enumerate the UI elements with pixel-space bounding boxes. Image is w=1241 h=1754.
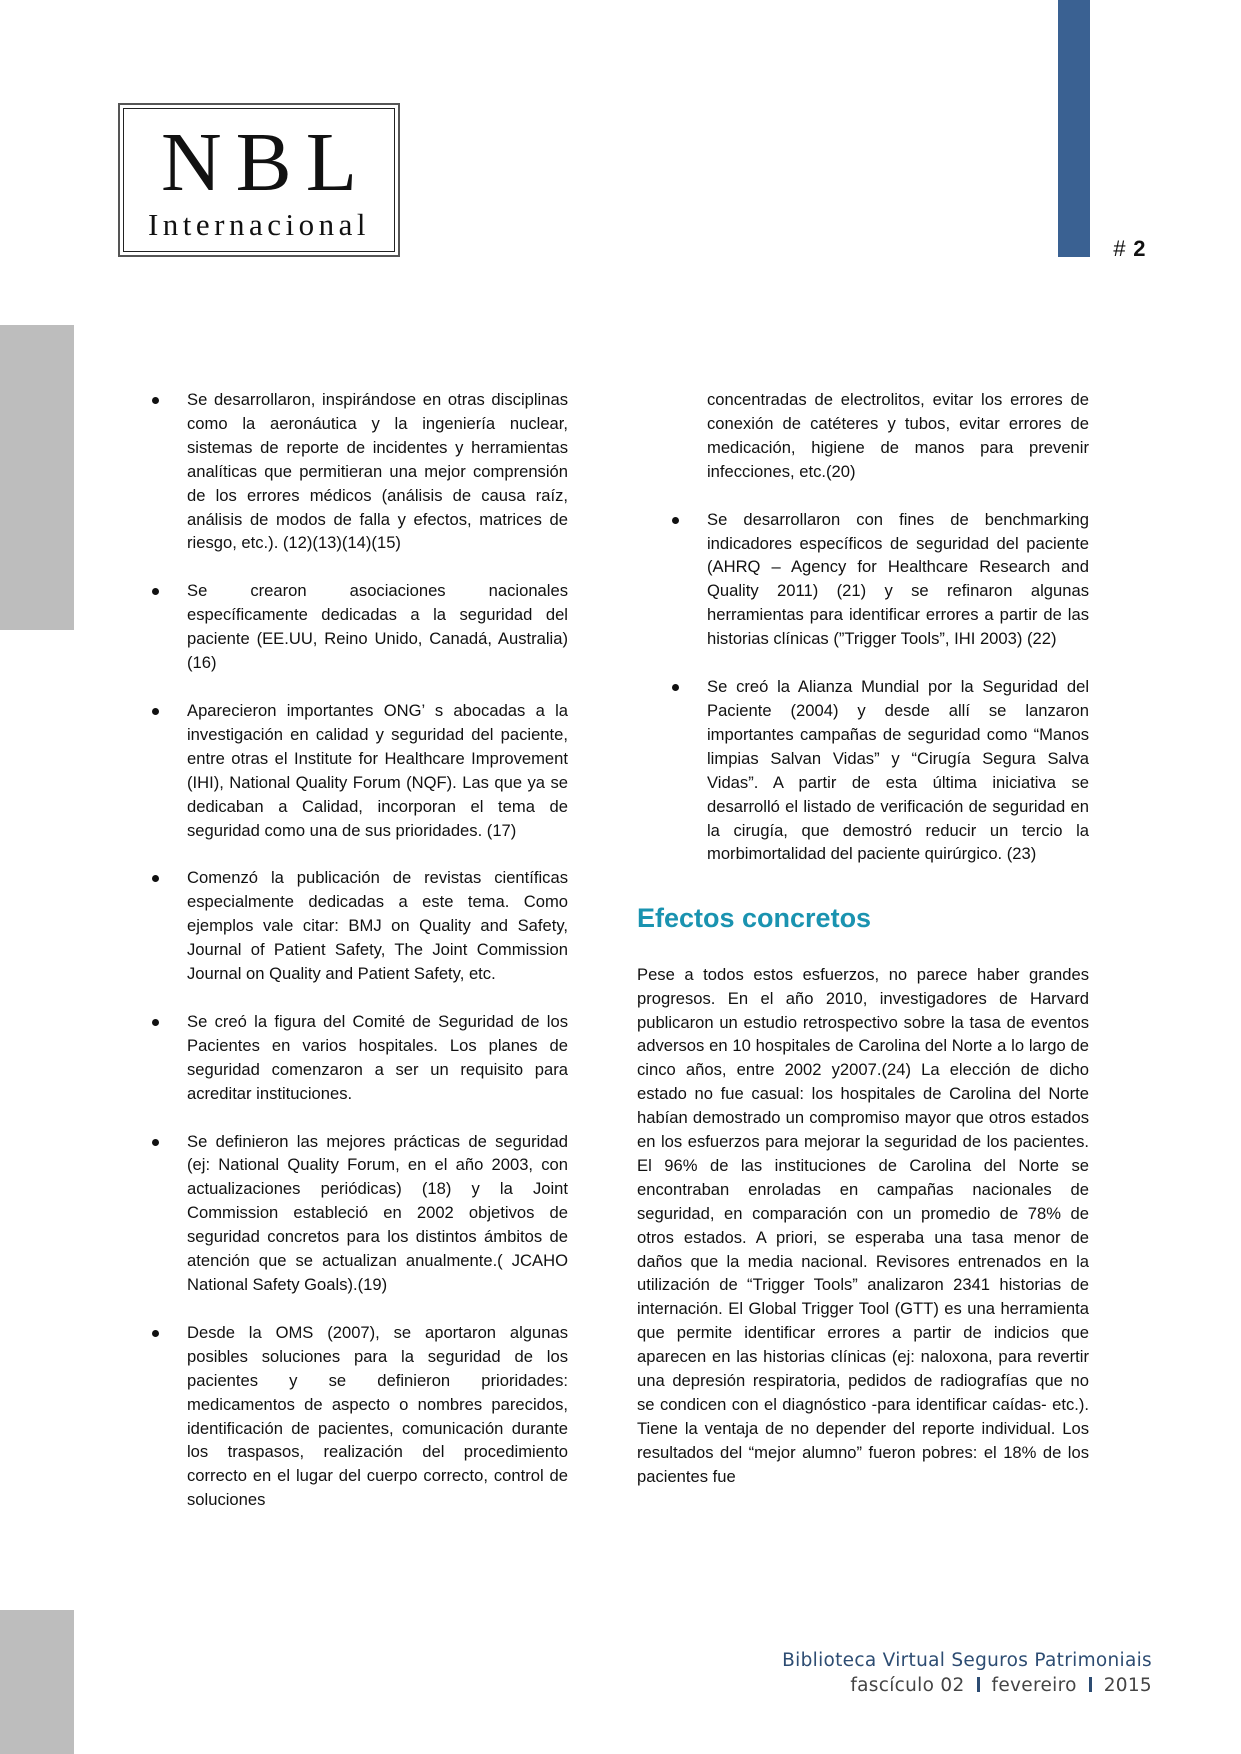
bullet-icon: [152, 1330, 159, 1337]
footer-year: 2015: [1103, 1675, 1152, 1696]
bullet-icon: [672, 517, 679, 524]
list-item-text: Se creó la Alianza Mundial por la Seguridad del Paciente (2004) y desde allí se lanzaron importantes campañas de seguridad como “Manos limpias Salvan Vidas” y “Cirugía Segura Salva Vidas”. A partir de esta última iniciativa se desarrolló el listado de verificación de seguridad en la cirugía, que demostró reducir un tercio la morbimortalidad del paciente quirúrgico. (23): [707, 677, 1089, 864]
list-item-text: Aparecieron importantes ONG’ s abocadas a la investigación en calidad y seguridad del paciente, entre otras el Institute for Healthcare Improvement (IHI), National Quality Forum (NQF). Las que ya se dedicaban a Calidad, incorporan el tema de seguridad como una de sus prioridades. (17): [187, 700, 568, 840]
list-item-text: Comenzó la publicación de revistas científicas especialmente dedicadas a este tema. Como ejemplos vale citar: BMJ on Quality and Safety, Journal of Patient Safety, The Joint Commission Journal on Quality and Patient Safety, etc.: [187, 868, 568, 984]
accent-bar: [1058, 0, 1090, 257]
bullet-icon: [672, 684, 679, 691]
footer: [782, 1648, 1152, 1698]
bullet-icon: [152, 708, 159, 715]
page-number-prefix: #: [1113, 236, 1126, 261]
separator-icon: [977, 1677, 980, 1692]
list-item-text: Se desarrollaron con fines de benchmarking indicadores específicos de seguridad del paciente (AHRQ – Agency for Healthcare Research and Quality 2011) (21) y se refinaron algunas herramientas para identificar errores a partir de las historias clínicas (”Trigger Tools”, IHI 2003) (22): [707, 509, 1089, 649]
logo-frame: [123, 108, 395, 252]
bullet-icon: [152, 588, 159, 595]
list-item-text: Desde la OMS (2007), se aportaron algunas posibles soluciones para la seguridad de los pacientes y se definieron prioridades: medicamentos de aspecto o nombres parecidos, identificación de pacientes, comunicación durante los traspasos, realización del procedimiento correcto en el lugar del cuerpo correcto, control de soluciones: [187, 1322, 568, 1510]
footer-meta: [782, 1673, 1152, 1698]
footer-issue: fascículo 02: [850, 1675, 965, 1696]
bullet-icon: [152, 875, 159, 882]
logo-sub-text: Internacional: [147, 207, 371, 242]
logo: [118, 103, 400, 257]
list-item-continuation: concentradas de electrolitos, evitar los errores de conexión de catéteres y tubos, evitar errores de medicación, higiene de manos para prevenir infecciones, etc.(20): [707, 390, 1089, 481]
right-column: [637, 388, 1089, 1489]
list-item-text: Se crearon asociaciones nacionales específicamente dedicadas a la seguridad del paciente (EE.UU, Reino Unido, Canadá, Australia) (16): [187, 581, 568, 673]
list-item-text: Se definieron las mejores prácticas de seguridad (ej: National Quality Forum, en el año 2003, con actualizaciones periódicas) (18) y la Joint Commission estableció en 2002 objetivos de seguridad concretos para los distintos ámbitos de atención que se actualizan anualmente.( JCAHO National Safety Goals).(19): [187, 1131, 568, 1294]
bullet-icon: [152, 1019, 159, 1026]
page-number-value: 2: [1133, 236, 1146, 261]
bullet-icon: [152, 1139, 159, 1146]
footer-month: fevereiro: [991, 1675, 1077, 1696]
list-item: [150, 1130, 568, 1297]
bullet-icon: [152, 397, 159, 404]
side-decoration-top: [0, 325, 74, 630]
list-item: [150, 579, 568, 675]
list-item: [637, 675, 1089, 866]
section-heading: Efectos concretos: [637, 903, 872, 934]
list-item-text: Se creó la figura del Comité de Seguridad de los Pacientes en varios hospitales. Los planes de seguridad comenzaron a ser un requisito para acreditar instituciones.: [187, 1011, 568, 1103]
logo-main-text: NBL: [161, 116, 371, 209]
list-item: [150, 866, 568, 986]
list-item-text: Se desarrollaron, inspirándose en otras disciplinas como la aeronáutica y la ingeniería nuclear, sistemas de reporte de incidentes y herramientas analíticas que permitieran una mejor comprensión de los errores médicos (análisis de causa raíz, análisis de modos de falla y efectos, matrices de riesgo, etc.). (12)(13)(14)(15): [187, 390, 568, 553]
page-number: [1113, 236, 1146, 262]
list-item: [150, 388, 568, 555]
separator-icon: [1089, 1677, 1092, 1692]
footer-title: Biblioteca Virtual Seguros Patrimoniais: [782, 1650, 1152, 1671]
left-column: [150, 388, 568, 1536]
body-paragraph: Pese a todos estos esfuerzos, no parece haber grandes progresos. En el año 2010, investigadores de Harvard publicaron un estudio retrospectivo sobre la tasa de eventos adversos en 10 hospitales de Carolina del Norte a lo largo de cinco años, entre 2002 y2007.(24) La elección de dicho estado no fue casual: los hospitales de Carolina del Norte habían demostrado un compromiso mayor que otros estados en los esfuerzos para mejorar la seguridad de los pacientes. El 96% de las instituciones de Carolina del Norte se encontraban enroladas en campañas nacionales de seguridad, en comparación con un promedio de 78% de otros estados. A priori, se esperaba una tasa menor de daños que la media nacional. Revisores entrenados en la utilización de “Trigger Tools” analizaron 2341 historias de internación. El Global Trigger Tool (GTT) es una herramienta que permite identificar errores a partir de indicios que aparecen en las historias clínicas (ej: naloxona, para revertir una depresión respiratoria, pedidos de radiografías que no se condicen con el diagnóstico -para identificar caídas- etc.). Tiene la ventaja de no depender del reporte individual. Los resultados del “mejor alumno” fueron pobres: el 18% de los pacientes fue: [637, 964, 1089, 1486]
list-item: [637, 508, 1089, 651]
side-decoration-bottom: [0, 1610, 74, 1754]
list-item: [150, 1010, 568, 1106]
list-item: [150, 699, 568, 842]
list-item: [150, 1321, 568, 1512]
